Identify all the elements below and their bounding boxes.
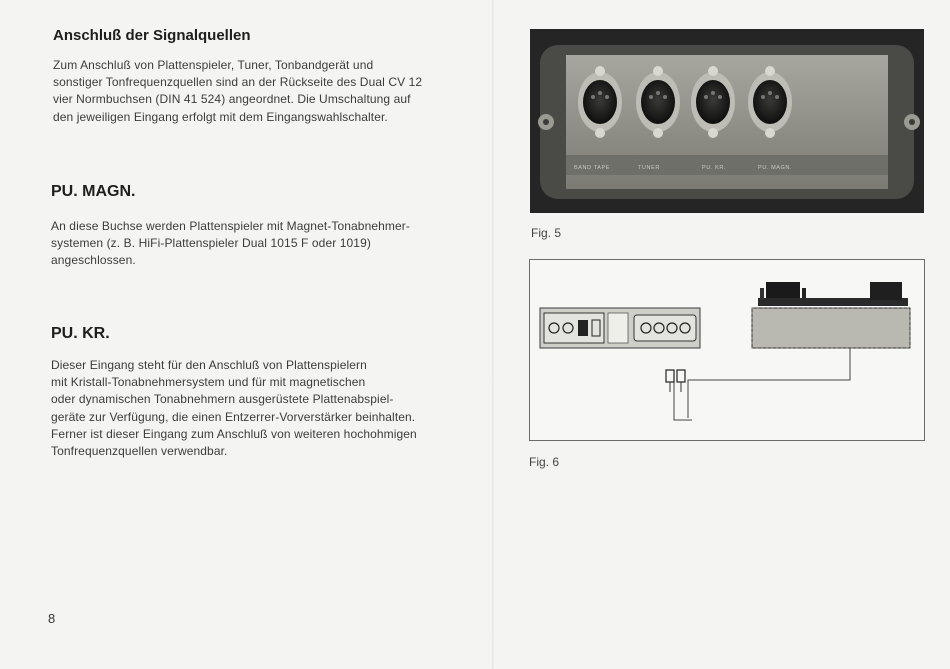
text-line: geräte zur Verfügung, die einen Entzerrer-Vorverstärker beinhalten. xyxy=(51,409,416,424)
pu-kr-paragraph xyxy=(51,357,481,460)
text-line: Ferner ist dieser Eingang zum Anschluß von weiteren hochohmigen xyxy=(51,426,417,441)
socket-label: PU. KR. xyxy=(702,165,727,171)
figure-6-caption: Fig. 6 xyxy=(529,455,560,469)
cable-icon xyxy=(666,348,850,420)
text-line: den jeweiligen Eingang erfolgt mit dem Eingangswahlschalter. xyxy=(53,109,388,124)
socket-label: PU. MAGN. xyxy=(758,165,793,171)
text-line: systemen (z. B. HiFi-Plattenspieler Dual 1015 F oder 1019) xyxy=(51,236,371,251)
pu-magn-heading: PU. MAGN. xyxy=(51,183,136,200)
pu-kr-heading: PU. KR. xyxy=(51,325,110,342)
text-line: Dieser Eingang steht für den Anschluß von Plattenspielern xyxy=(51,358,367,372)
turntable-icon xyxy=(752,282,910,348)
text-line: sonstiger Tonfrequenzquellen sind an der Rückseite des Dual CV 12 xyxy=(53,75,423,90)
socket-label: BAND TAPE xyxy=(574,165,611,171)
figure-5-caption: Fig. 5 xyxy=(531,226,562,240)
text-line: mit Kristall-Tonabnehmersystem und für mit magnetischen xyxy=(51,375,366,390)
screw-icon xyxy=(904,114,920,130)
page-number: 8 xyxy=(48,611,56,626)
socket-label: TUNER xyxy=(638,165,660,171)
connection-illustration xyxy=(530,260,924,440)
figure-6-diagram xyxy=(529,259,925,441)
text-line: vier Normbuchsen (DIN 41 524) angeordnet. Die Umschaltung auf xyxy=(53,92,411,107)
text-line: oder dynamischen Tonabnehmern ausgerüstete Plattenabspiel- xyxy=(51,392,394,407)
text-line: An diese Buchse werden Plattenspieler mit Magnet-Tonabnehmer- xyxy=(51,219,410,233)
figure-5-photo xyxy=(530,29,924,213)
section-paragraph xyxy=(53,57,483,126)
screw-icon xyxy=(538,114,554,130)
pu-magn-paragraph xyxy=(51,218,471,270)
section-heading: Anschluß der Signalquellen xyxy=(53,27,251,44)
amplifier-panel-icon xyxy=(540,308,700,348)
page-fold xyxy=(492,0,494,669)
rear-panel-illustration xyxy=(530,29,924,213)
text-line: angeschlossen. xyxy=(51,253,136,268)
text-line: Zum Anschluß von Plattenspieler, Tuner, Tonbandgerät und xyxy=(53,58,374,72)
text-line: Tonfrequenzquellen verwendbar. xyxy=(51,444,228,459)
